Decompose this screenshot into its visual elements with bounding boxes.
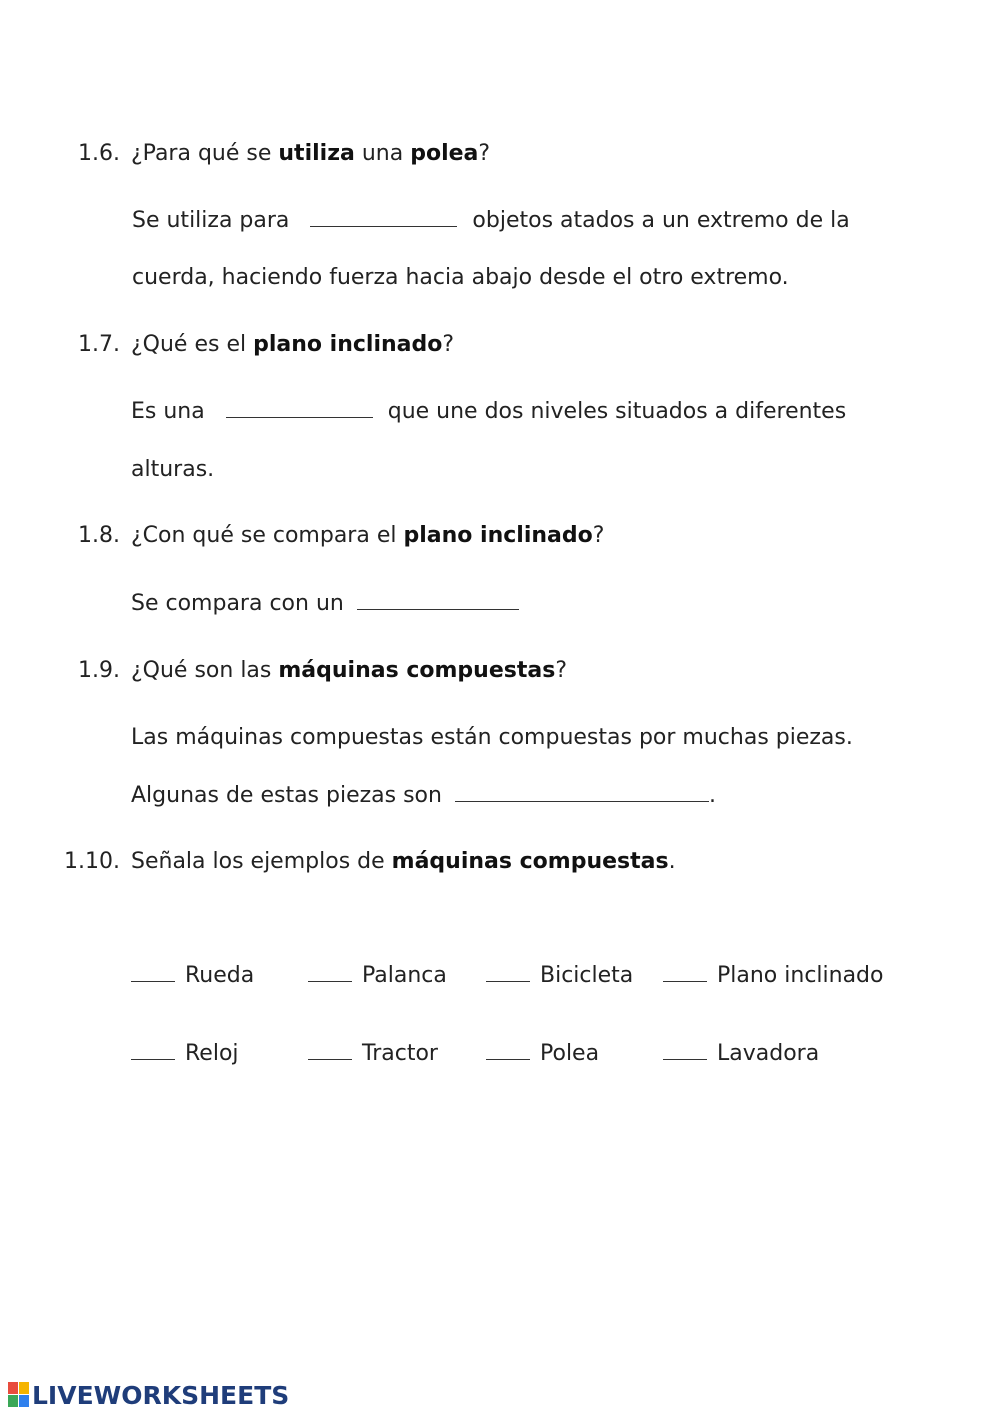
question-number: 1.8. (78, 523, 120, 548)
answer-line: cuerda, haciendo fuerza hacia abajo desde el otro extremo. (132, 265, 789, 290)
checkbox-blank[interactable] (663, 961, 707, 982)
question-number: 1.6. (78, 141, 120, 166)
checkbox-blank[interactable] (131, 961, 175, 982)
option-item[interactable]: Lavadora (663, 1039, 819, 1066)
question-text: ¿Qué son las máquinas compuestas? (131, 658, 568, 683)
checkbox-blank[interactable] (663, 1039, 707, 1060)
option-item[interactable]: Bicicleta (486, 961, 633, 988)
question-number: 1.9. (78, 658, 120, 683)
checkbox-blank[interactable] (486, 1039, 530, 1060)
answer-blank[interactable] (455, 783, 709, 802)
answer-blank[interactable] (357, 591, 519, 610)
checkbox-blank[interactable] (308, 961, 352, 982)
option-item[interactable]: Reloj (131, 1039, 239, 1066)
answer-line: alturas. (131, 457, 215, 482)
option-item[interactable]: Polea (486, 1039, 599, 1066)
answer-blank[interactable] (226, 399, 373, 418)
question-text: ¿Para qué se utiliza una polea? (131, 141, 491, 166)
question-text: ¿Con qué se compara el plano inclinado? (131, 523, 605, 548)
logo-blocks-icon (8, 1382, 30, 1408)
option-item[interactable]: Tractor (308, 1039, 438, 1066)
question-text: ¿Qué es el plano inclinado? (131, 332, 455, 357)
liveworksheets-logo (8, 1380, 289, 1410)
option-item[interactable]: Plano inclinado (663, 961, 883, 988)
checkbox-blank[interactable] (131, 1039, 175, 1060)
question-number: 1.10. (64, 849, 120, 874)
checkbox-blank[interactable] (308, 1039, 352, 1060)
answer-line: Se utiliza para objetos atados a un extremo de la (132, 208, 850, 233)
answer-blank[interactable] (310, 208, 457, 227)
answer-line: Se compara con un (131, 591, 519, 616)
option-item[interactable]: Rueda (131, 961, 254, 988)
question-number: 1.7. (78, 332, 120, 357)
answer-line: Es una que une dos niveles situados a diferentes (131, 399, 847, 424)
question-text: Señala los ejemplos de máquinas compuestas. (131, 849, 676, 874)
option-item[interactable]: Palanca (308, 961, 447, 988)
checkbox-blank[interactable] (486, 961, 530, 982)
brand-name: LIVEWORKSHEETS (32, 1380, 290, 1410)
answer-line: Las máquinas compuestas están compuestas por muchas piezas. (131, 725, 853, 750)
answer-line: Algunas de estas piezas son . (131, 783, 716, 808)
